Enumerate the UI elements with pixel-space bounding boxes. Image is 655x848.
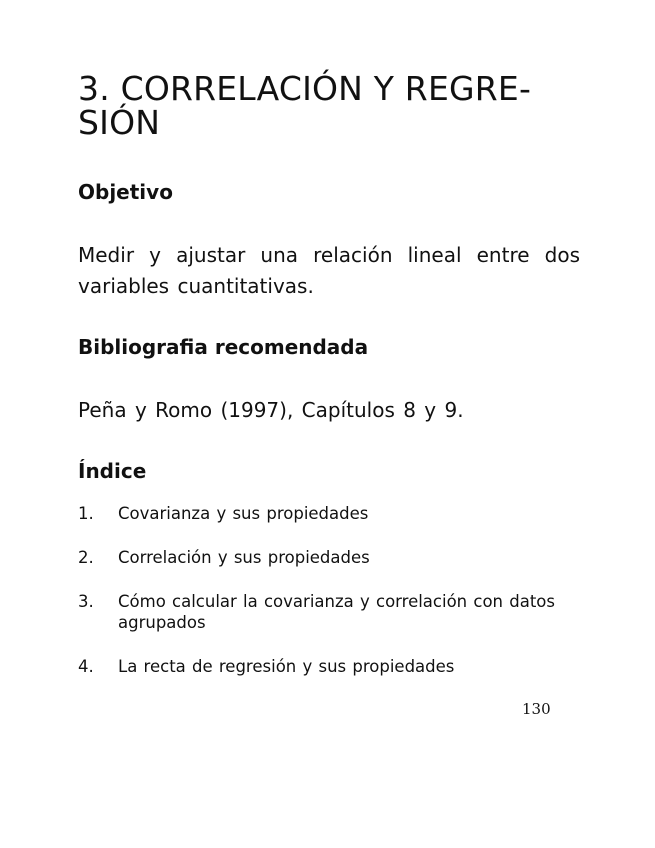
bibliografia-heading: Bibliografia recomendada <box>78 335 369 359</box>
chapter-title-line-2: SIÓN <box>78 103 161 142</box>
index-item-text: Covarianza y sus propiedades <box>118 504 369 523</box>
index-item <box>78 503 580 524</box>
objetivo-heading: Objetivo <box>78 180 173 204</box>
chapter-title <box>78 69 580 142</box>
bibliografia-text: Peña y Romo (1997), Capítulos 8 y 9. <box>78 398 464 422</box>
index-item-number: 4. <box>78 657 94 676</box>
index-item <box>78 591 580 633</box>
index-item-number: 1. <box>78 504 94 523</box>
index-item-number: 3. <box>78 592 94 611</box>
page-number: 130 <box>522 700 551 718</box>
index-item-text: Cómo calcular la covarianza y correlación con datos agrupados <box>118 592 555 632</box>
index-item-number: 2. <box>78 548 94 567</box>
document-page <box>78 69 580 700</box>
index-item <box>78 547 580 568</box>
index-item-text: La recta de regresión y sus propiedades <box>118 657 455 676</box>
objetivo-text: Medir y ajustar una relación lineal entre dos variables cuantitativas. <box>78 243 580 298</box>
chapter-title-line-1: 3. CORRELACIÓN Y REGRE- <box>78 69 532 108</box>
indice-heading: Índice <box>78 459 147 483</box>
index-item <box>78 656 580 677</box>
index-item-text: Correlación y sus propiedades <box>118 548 370 567</box>
index-list <box>78 503 580 677</box>
